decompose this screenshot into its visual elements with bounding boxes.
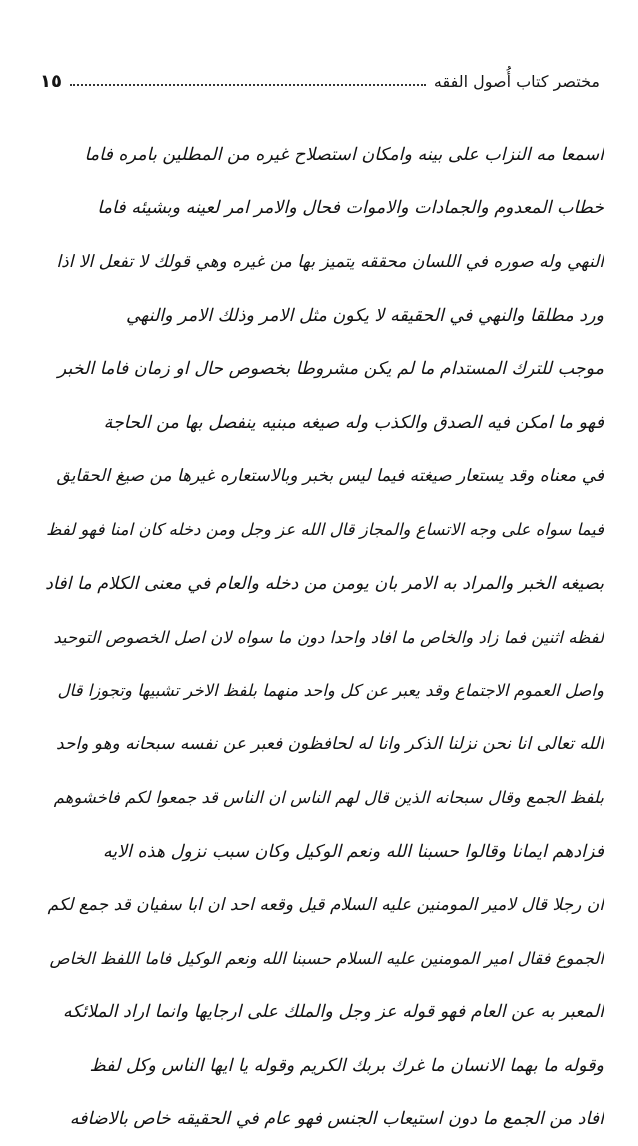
manuscript-line-text: موجب للترك المستدام ما لم يكن مشروطا بخصوص حال او زمان فاما الخبر (57, 359, 604, 380)
manuscript-line (40, 718, 604, 772)
manuscript-line (40, 986, 604, 1040)
manuscript-line-text: النهي وله صوره في اللسان محققه يتميز بها من غيره وهي قولك لا تفعل الا اذا (56, 251, 604, 272)
manuscript-line (40, 235, 604, 289)
manuscript-line-text: فيما سواه على وجه الاتساع والمجاز قال الله عز وجل ومن دخله كان امنا فهو لفظ (46, 520, 604, 540)
manuscript-line-text: واصل العموم الاجتماع وقد يعبر عن كل واحد منهما بلفظ الاخر تشبيها وتجوزا قال (57, 681, 604, 701)
manuscript-line-text: افاد من الجمع ما دون استيعاب الجنس فهو عام في الحقيقه خاص بالاضافه (69, 1109, 604, 1130)
manuscript-line (40, 450, 604, 504)
manuscript-line (40, 1093, 604, 1146)
page-number: ١٥ (40, 70, 62, 92)
manuscript-line-text: فهو ما امكن فيه الصدق والكذب وله صيغه مبنيه ينفصل بها من الحاجة (103, 412, 604, 433)
manuscript-line-text: في معناه وقد يستعار صيغته فيما ليس بخبر وبالاستعاره غيرها من صيغ الحقايق (56, 466, 604, 487)
manuscript-line (40, 610, 604, 664)
running-header (40, 66, 600, 96)
manuscript-line (40, 932, 604, 986)
manuscript-line (40, 503, 604, 557)
header-title: مختصر كتاب أُصول الفقه (433, 71, 600, 91)
manuscript-line (40, 1039, 604, 1093)
manuscript-line (40, 182, 604, 236)
manuscript-line-text: فزادهم ايمانا وقالوا حسبنا الله ونعم الوكيل وكان سبب نزول هذه الايه (102, 841, 604, 862)
manuscript-line (40, 128, 604, 182)
manuscript-line (40, 557, 604, 611)
manuscript-line-text: خطاب المعدوم والجمادات والاموات فحال والامر امر لعينه وبشيئه فاما (97, 198, 604, 219)
manuscript-line-text: الله تعالى انا نحن نزلنا الذكر وانا له لحافظون فعبر عن نفسه سبحانه وهو واحد (56, 734, 604, 755)
manuscript-line (40, 878, 604, 932)
header-dot-leader (70, 84, 426, 86)
manuscript-line-text: ان رجلا قال لامير المومنين عليه السلام قيل وقعه احد ان ابا سفيان قد جمع لكم (47, 895, 604, 916)
manuscript-line-text: لفظه اثنين فما زاد والخاص ما افاد واحدا دون ما سواه لان اصل الخصوص التوحيد (53, 627, 604, 647)
manuscript-text-block (40, 128, 604, 1130)
manuscript-line (40, 771, 604, 825)
manuscript-line (40, 342, 604, 396)
manuscript-line-text: بصيغه الخبر والمراد به الامر بان يومن من دخله والعام في معنى الكلام ما افاد (45, 573, 604, 594)
manuscript-line (40, 396, 604, 450)
manuscript-line-text: المعبر به عن العام فهو قوله عز وجل والملك على ارجايها وانما اراد الملائكه (62, 1002, 604, 1023)
manuscript-line (40, 664, 604, 718)
manuscript-line-text: وقوله ما بهما الانسان ما غرك بربك الكريم وقوله يا ايها الناس وكل لفظ (89, 1055, 604, 1076)
manuscript-line-text: اسمعا مه النزاب على بينه وامكان استصلاح غيره من المطلين بامره فاما (84, 144, 604, 165)
manuscript-line-text: بلفظ الجمع وقال سبحانه الذين قال لهم الناس ان الناس قد جمعوا لكم فاخشوهم (53, 788, 604, 808)
manuscript-line-text: ورد مطلقا والنهي في الحقيقه لا يكون مثل الامر وذلك الامر والنهي (126, 305, 604, 326)
manuscript-line (40, 825, 604, 879)
manuscript-line-text: الجموع فقال امير المومنين عليه السلام حسبنا الله ونعم الوكيل فاما اللفظ الخاص (49, 949, 604, 969)
manuscript-line (40, 289, 604, 343)
